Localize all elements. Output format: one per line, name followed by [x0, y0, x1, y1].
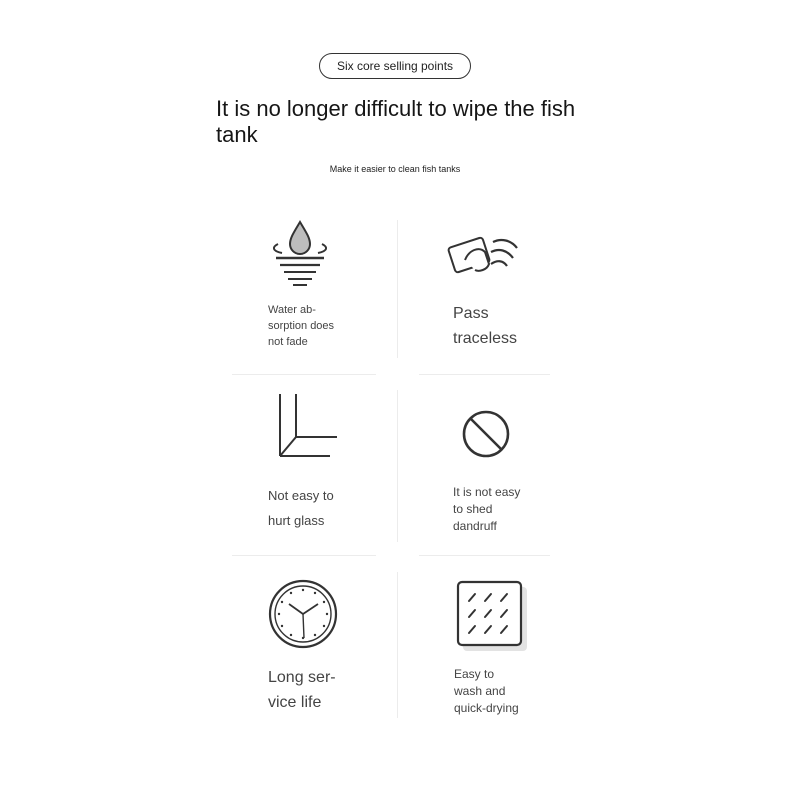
glass-corner-icon: [274, 392, 340, 460]
label-line: Pass: [453, 305, 489, 322]
row-divider: [419, 555, 550, 556]
label-line: wash and: [454, 684, 506, 698]
label-line: It is not easy: [453, 485, 521, 499]
label-line: Long ser-: [268, 669, 336, 686]
label-line: traceless: [453, 330, 518, 347]
label-line: Not easy to: [268, 488, 334, 503]
row-divider: [419, 374, 550, 375]
hand-wipe-icon: [445, 230, 523, 282]
label-line: Water ab-: [268, 304, 316, 316]
label-line: Easy to: [454, 667, 495, 681]
feature-label-water-absorption: [268, 302, 378, 350]
feature-label-long-life: [268, 665, 388, 715]
feature-label-not-hurt-glass: [268, 483, 388, 533]
feature-label-pass-traceless: [453, 301, 573, 351]
water-drop-icon: [268, 218, 332, 290]
label-line: sorption does: [268, 320, 335, 332]
towel-pattern-icon: [456, 580, 530, 654]
label-line: vice life: [268, 694, 322, 711]
row-divider: [232, 374, 376, 375]
prohibition-icon: [461, 409, 511, 459]
clock-icon: [267, 578, 339, 650]
column-divider: [397, 572, 398, 718]
row-divider: [232, 555, 376, 556]
feature-label-easy-wash: [454, 666, 574, 717]
label-line: quick-drying: [454, 701, 519, 715]
selling-points-badge: Six core selling points: [319, 53, 471, 79]
column-divider: [397, 220, 398, 358]
page-headline: It is no longer difficult to wipe the fish tank: [216, 96, 576, 147]
column-divider: [397, 390, 398, 542]
page-subheadline: Make it easier to clean fish tanks: [329, 164, 461, 174]
label-line: dandruff: [453, 519, 497, 533]
feature-label-no-dandruff: [453, 484, 573, 535]
label-line: not fade: [268, 336, 308, 348]
label-line: hurt glass: [268, 513, 325, 528]
label-line: to shed: [453, 502, 493, 516]
